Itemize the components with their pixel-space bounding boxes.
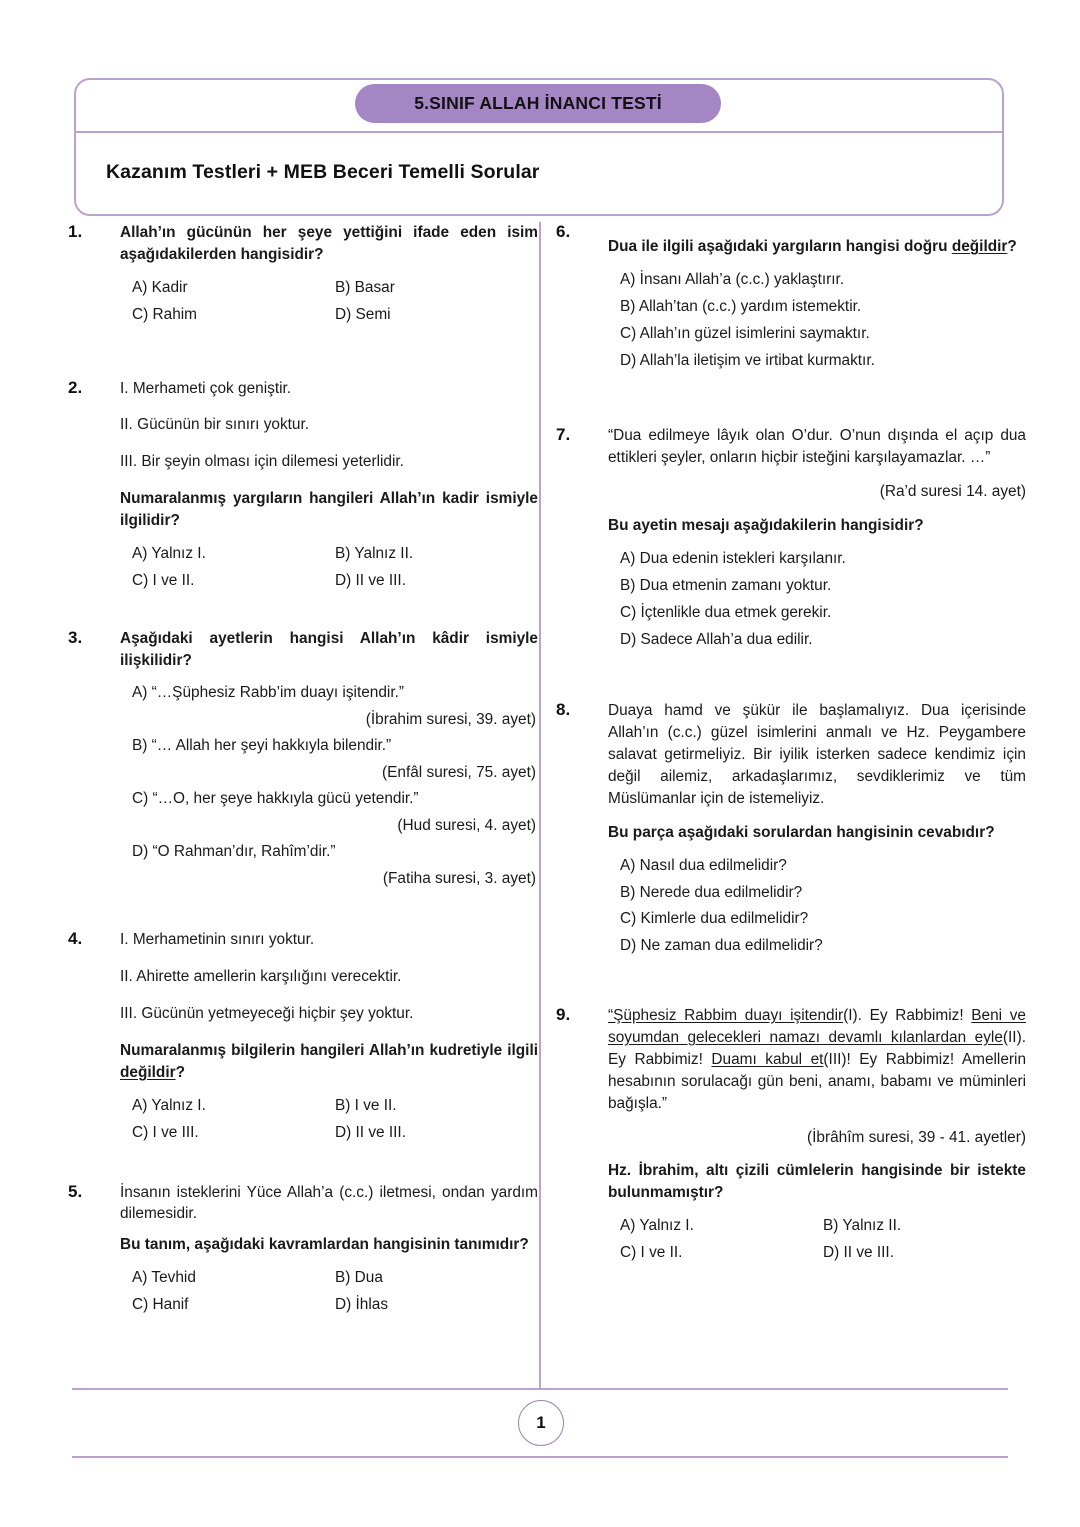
question-intro: İnsanın isteklerini Yüce Allah’a (c.c.) iletmesi, ondan yardım dilemesidir. [120, 1183, 538, 1223]
question-number: 6. [556, 222, 571, 241]
option-b[interactable]: B) Yalnız II. [335, 544, 414, 562]
options-list [608, 548, 1026, 651]
question-7 [556, 425, 1026, 650]
stem-underlined: değildir [951, 238, 1008, 255]
option-a[interactable]: A) Tevhid [132, 1269, 196, 1287]
option-a[interactable]: A) İnsanı Allah’a (c.c.) yaklaştırır. [620, 270, 845, 288]
question-number: 4. [68, 929, 83, 949]
quote-part-4: (II). Ey Rabbimiz! [608, 1029, 1026, 1068]
question-9 [556, 1005, 1026, 1264]
options-grid [120, 277, 538, 326]
option-c[interactable]: C) Hanif [132, 1296, 189, 1313]
option-d[interactable]: D) Ne zaman dua edilmelidir? [620, 937, 823, 955]
option-c[interactable]: C) İçtenlikle dua etmek gerekir. [620, 603, 832, 621]
option-c-reference: (Hud suresi, 4. ayet) [397, 816, 536, 834]
quote-part-6: (III)! Ey Rabbimiz! Amellerin hesabının sorulacağı gün beni, anamı, babamı ve müminleri bağışla.” [608, 1050, 1027, 1112]
question-number: 7. [556, 425, 571, 445]
stem-pre: Numaralanmış bilgilerin hangileri Allah’ın kudretiyle ilgili [120, 1042, 538, 1059]
question-8 [556, 700, 1026, 957]
question-stem: Allah’ın gücünün her şeye yettiğini ifade eden isim aşağıdakilerden hangisidir? [120, 224, 538, 263]
page-number-badge: 1 [518, 1400, 564, 1446]
question-quote: “Dua edilmeye lâyık olan O’dur. O’nun dışında el açıp dua ettikleri şeyler, onların hiçbir isteğini karşılayamazlar. …” [608, 427, 1026, 467]
question-number: 5. [68, 1181, 83, 1201]
option-b[interactable]: B) Dua etmenin zamanı yoktur. [620, 576, 832, 594]
option-c[interactable]: C) I ve II. [620, 1244, 683, 1261]
option-b[interactable]: B) Yalnız II. [823, 1217, 902, 1235]
option-d[interactable]: D) “O Rahman’dır, Rahîm’dir.” [132, 842, 336, 860]
roman-item-2: II. Ahirette amellerin karşılığını verecektir. [120, 968, 402, 986]
option-c[interactable]: C) “…O, her şeye hakkıyla gücü yetendir.” [132, 789, 419, 807]
options-grid [120, 543, 538, 592]
option-b[interactable]: B) “… Allah her şeyi hakkıyla bilendir.” [132, 737, 392, 755]
question-number: 3. [68, 627, 83, 647]
title-badge: 5.SINIF ALLAH İNANCI TESTİ [355, 84, 721, 123]
question-stem: Bu tanım, aşağıdaki kavramlardan hangisinin tanımıdır? [120, 1236, 529, 1254]
question-stem [120, 1040, 538, 1084]
question-stem: Bu parça aşağıdaki sorulardan hangisinin cevabıdır? [608, 823, 995, 841]
question-stem: Bu ayetin mesajı aşağıdakilerin hangisidir? [608, 517, 924, 534]
roman-item-3: III. Gücünün yetmeyeceği hiçbir şey yoktur. [120, 1005, 414, 1023]
quote-reference: (İbrâhîm suresi, 39 - 41. ayetler) [807, 1128, 1026, 1146]
option-a[interactable]: A) “…Şüphesiz Rabb’im duayı işitendir.” [132, 684, 405, 702]
option-b[interactable]: B) Nerede dua edilmelidir? [620, 883, 803, 901]
stem-underlined: değildir [120, 1063, 176, 1081]
question-6 [556, 222, 1026, 371]
option-d[interactable]: D) II ve III. [335, 1123, 406, 1141]
stem-post: ? [1007, 238, 1017, 255]
option-c[interactable]: C) Rahim [132, 305, 197, 323]
option-a-reference: (İbrahim suresi, 39. ayet) [365, 711, 536, 729]
option-d[interactable]: D) İhlas [335, 1296, 389, 1313]
option-a[interactable]: A) Yalnız I. [132, 1096, 206, 1114]
question-5 [68, 1182, 538, 1316]
header-subtitle: Kazanım Testleri + MEB Beceri Temelli Sorular [106, 161, 540, 183]
question-stem: Aşağıdaki ayetlerin hangisi Allah’ın kâdir ismiyle ilişkilidir? [120, 629, 538, 669]
footer-line-bottom [72, 1456, 1008, 1458]
roman-item-2: II. Gücünün bir sınırı yoktur. [120, 416, 310, 434]
option-a[interactable]: A) Nasıl dua edilmelidir? [620, 856, 787, 874]
question-passage: Duaya hamd ve şükür ile başlamalıyız. Dua içerisinde Allah’ın (c.c.) güzel isimlerini anmalı ve Hz. Peygambere salavat getirmeliyiz. Bir iyilik isterken sadece kendimiz için değil ailemiz, arkadaşlarımız, sevdiklerimiz ve tüm Müslümanlar için de istemeliyiz. [608, 702, 1026, 807]
question-1 [68, 222, 538, 326]
question-number: 9. [556, 1005, 571, 1025]
column-divider [539, 222, 541, 1389]
quote-part-1-underlined: “Şüphesiz Rabbim duayı işitendir [608, 1007, 844, 1025]
question-number: 1. [68, 222, 83, 241]
option-d[interactable]: D) II ve III. [335, 571, 406, 589]
question-2 [68, 378, 538, 592]
roman-item-1: I. Merhametinin sınırı yoktur. [120, 931, 315, 949]
question-4 [68, 929, 538, 1143]
question-stem: Hz. İbrahim, altı çizili cümlelerin hangisinde bir istekte bulunmamıştır? [608, 1162, 1026, 1202]
option-d[interactable]: D) Semi [335, 305, 391, 323]
option-d[interactable]: D) Sadece Allah’a dua edilir. [620, 630, 813, 648]
left-column [68, 222, 538, 1316]
stem-post: ? [175, 1063, 185, 1081]
option-a[interactable]: A) Yalnız I. [132, 544, 206, 562]
question-number: 2. [68, 377, 83, 397]
question-quote [608, 1005, 1026, 1114]
header-divider [76, 131, 1002, 133]
roman-item-1: I. Merhameti çok geniştir. [120, 379, 292, 397]
options-grid [120, 1267, 538, 1316]
question-stem: Numaralanmış yargıların hangileri Allah’ın kadir ismiyle ilgilidir? [120, 490, 538, 529]
quote-part-5-underlined: Duamı kabul et [711, 1050, 824, 1068]
stem-pre: Dua ile ilgili aşağıdaki yargıların hangisi doğru [608, 238, 952, 255]
option-b[interactable]: B) Dua [335, 1269, 383, 1287]
options-grid [120, 1095, 538, 1144]
footer-line-top [72, 1388, 1008, 1390]
option-b[interactable]: B) Allah’tan (c.c.) yardım istemektir. [620, 297, 862, 315]
option-d-reference: (Fatiha suresi, 3. ayet) [382, 869, 536, 887]
question-3 [68, 628, 538, 890]
question-stem [608, 236, 1026, 258]
quote-part-2: (I). Ey Rabbimiz! [843, 1007, 972, 1025]
option-c[interactable]: C) I ve II. [132, 571, 195, 589]
quote-reference: (Ra’d suresi 14. ayet) [879, 483, 1026, 501]
option-a[interactable]: A) Kadir [132, 278, 188, 296]
option-d[interactable]: D) Allah’la iletişim ve irtibat kurmaktır. [620, 351, 875, 369]
option-b-reference: (Enfâl suresi, 75. ayet) [382, 764, 536, 781]
options-list [608, 269, 1026, 372]
option-c[interactable]: C) Allah’ın güzel isimlerini saymaktır. [620, 324, 870, 342]
option-b[interactable]: B) I ve II. [335, 1096, 397, 1114]
option-a[interactable]: A) Yalnız I. [620, 1217, 694, 1235]
right-column [556, 222, 1026, 1264]
option-a[interactable]: A) Dua edenin istekleri karşılanır. [620, 549, 846, 567]
option-b[interactable]: B) Basar [335, 278, 395, 296]
options-list [608, 855, 1026, 958]
option-c[interactable]: C) Kimlerle dua edilmelidir? [620, 910, 809, 928]
roman-item-3: III. Bir şeyin olması için dilemesi yeterlidir. [120, 453, 404, 471]
options-list [120, 682, 538, 889]
option-d[interactable]: D) II ve III. [823, 1244, 894, 1261]
question-number: 8. [556, 700, 571, 720]
option-c[interactable]: C) I ve III. [132, 1123, 199, 1141]
quote-part-3-underlined: Beni ve soyumdan gelecekleri namazı devamlı kılanlardan eyle [608, 1007, 1026, 1046]
options-grid [608, 1215, 1026, 1264]
